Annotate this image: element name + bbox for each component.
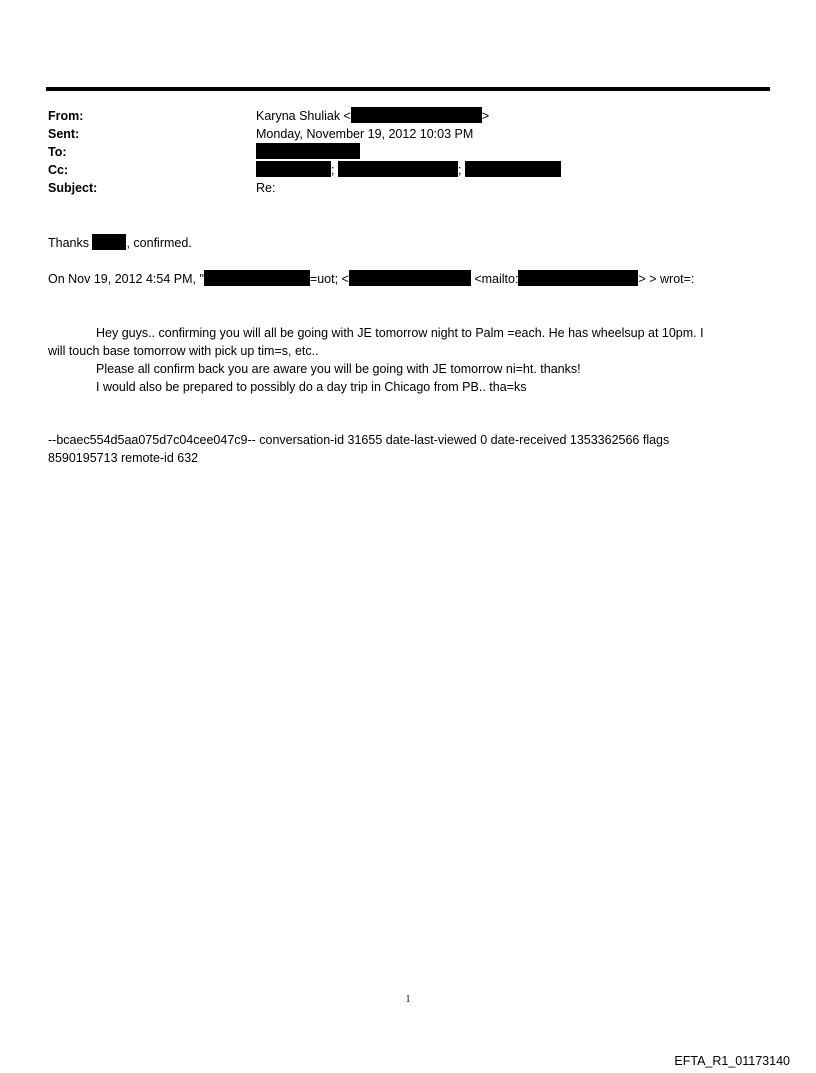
sent-label: Sent: [48,127,80,141]
quoted-line-1: Hey guys.. confirming you will all be going with JE tomorrow night to Palm =each. He has wheelsup at 10pm. I [96,326,704,340]
quote-mid-1: =uot; < [309,272,349,286]
reply-text-start: Thanks [48,236,89,250]
quote-header [48,270,694,288]
redaction-box [518,270,638,286]
quoted-line-4: I would also be prepared to possibly do a day trip in Chicago from PB.. tha=ks [96,380,527,394]
from-close: > [481,109,490,123]
cc-separator: ; [331,163,335,177]
cc-separator: ; [457,163,462,177]
redaction-box [256,143,360,159]
quoted-message [48,324,760,396]
to-label: To: [48,145,67,159]
header-rule [46,87,770,91]
redaction-box [338,161,458,177]
metadata-line-1: --bcaec554d5aa075d7c04cee047c9-- conversation-id 31655 date-last-viewed 0 date-received 1353362566 flags [48,433,670,447]
quoted-line-2: will touch base tomorrow with pick up tim=s, etc.. [48,344,319,358]
redaction-box [92,234,126,250]
quote-prefix: On Nov 19, 2012 4:54 PM, " [48,272,204,286]
redaction-box [465,161,561,177]
quoted-line-3: Please all confirm back you are aware you will be going with JE tomorrow ni=ht. thanks! [96,362,581,376]
from-value [256,107,489,125]
from-name: Karyna Shuliak < [256,109,351,123]
redaction-box [351,107,482,123]
cc-value [256,161,561,179]
subject-value: Re: [256,181,276,195]
bates-number: EFTA_R1_01173140 [674,1054,790,1068]
reply-line [48,234,192,252]
sent-value: Monday, November 19, 2012 10:03 PM [256,127,474,141]
redaction-box [256,161,331,177]
from-label: From: [48,109,84,123]
redaction-box [204,270,310,286]
quote-mid-2: <mailto: [474,272,519,286]
subject-label: Subject: [48,181,98,195]
reply-text-end: , confirmed. [126,236,192,250]
cc-label: Cc: [48,163,69,177]
quote-suffix: > > wrot=: [638,272,695,286]
redaction-box [349,270,471,286]
message-metadata [48,431,760,467]
page-number: 1 [405,994,411,1005]
to-value [256,143,360,161]
metadata-line-2: 8590195713 remote-id 632 [48,451,199,465]
